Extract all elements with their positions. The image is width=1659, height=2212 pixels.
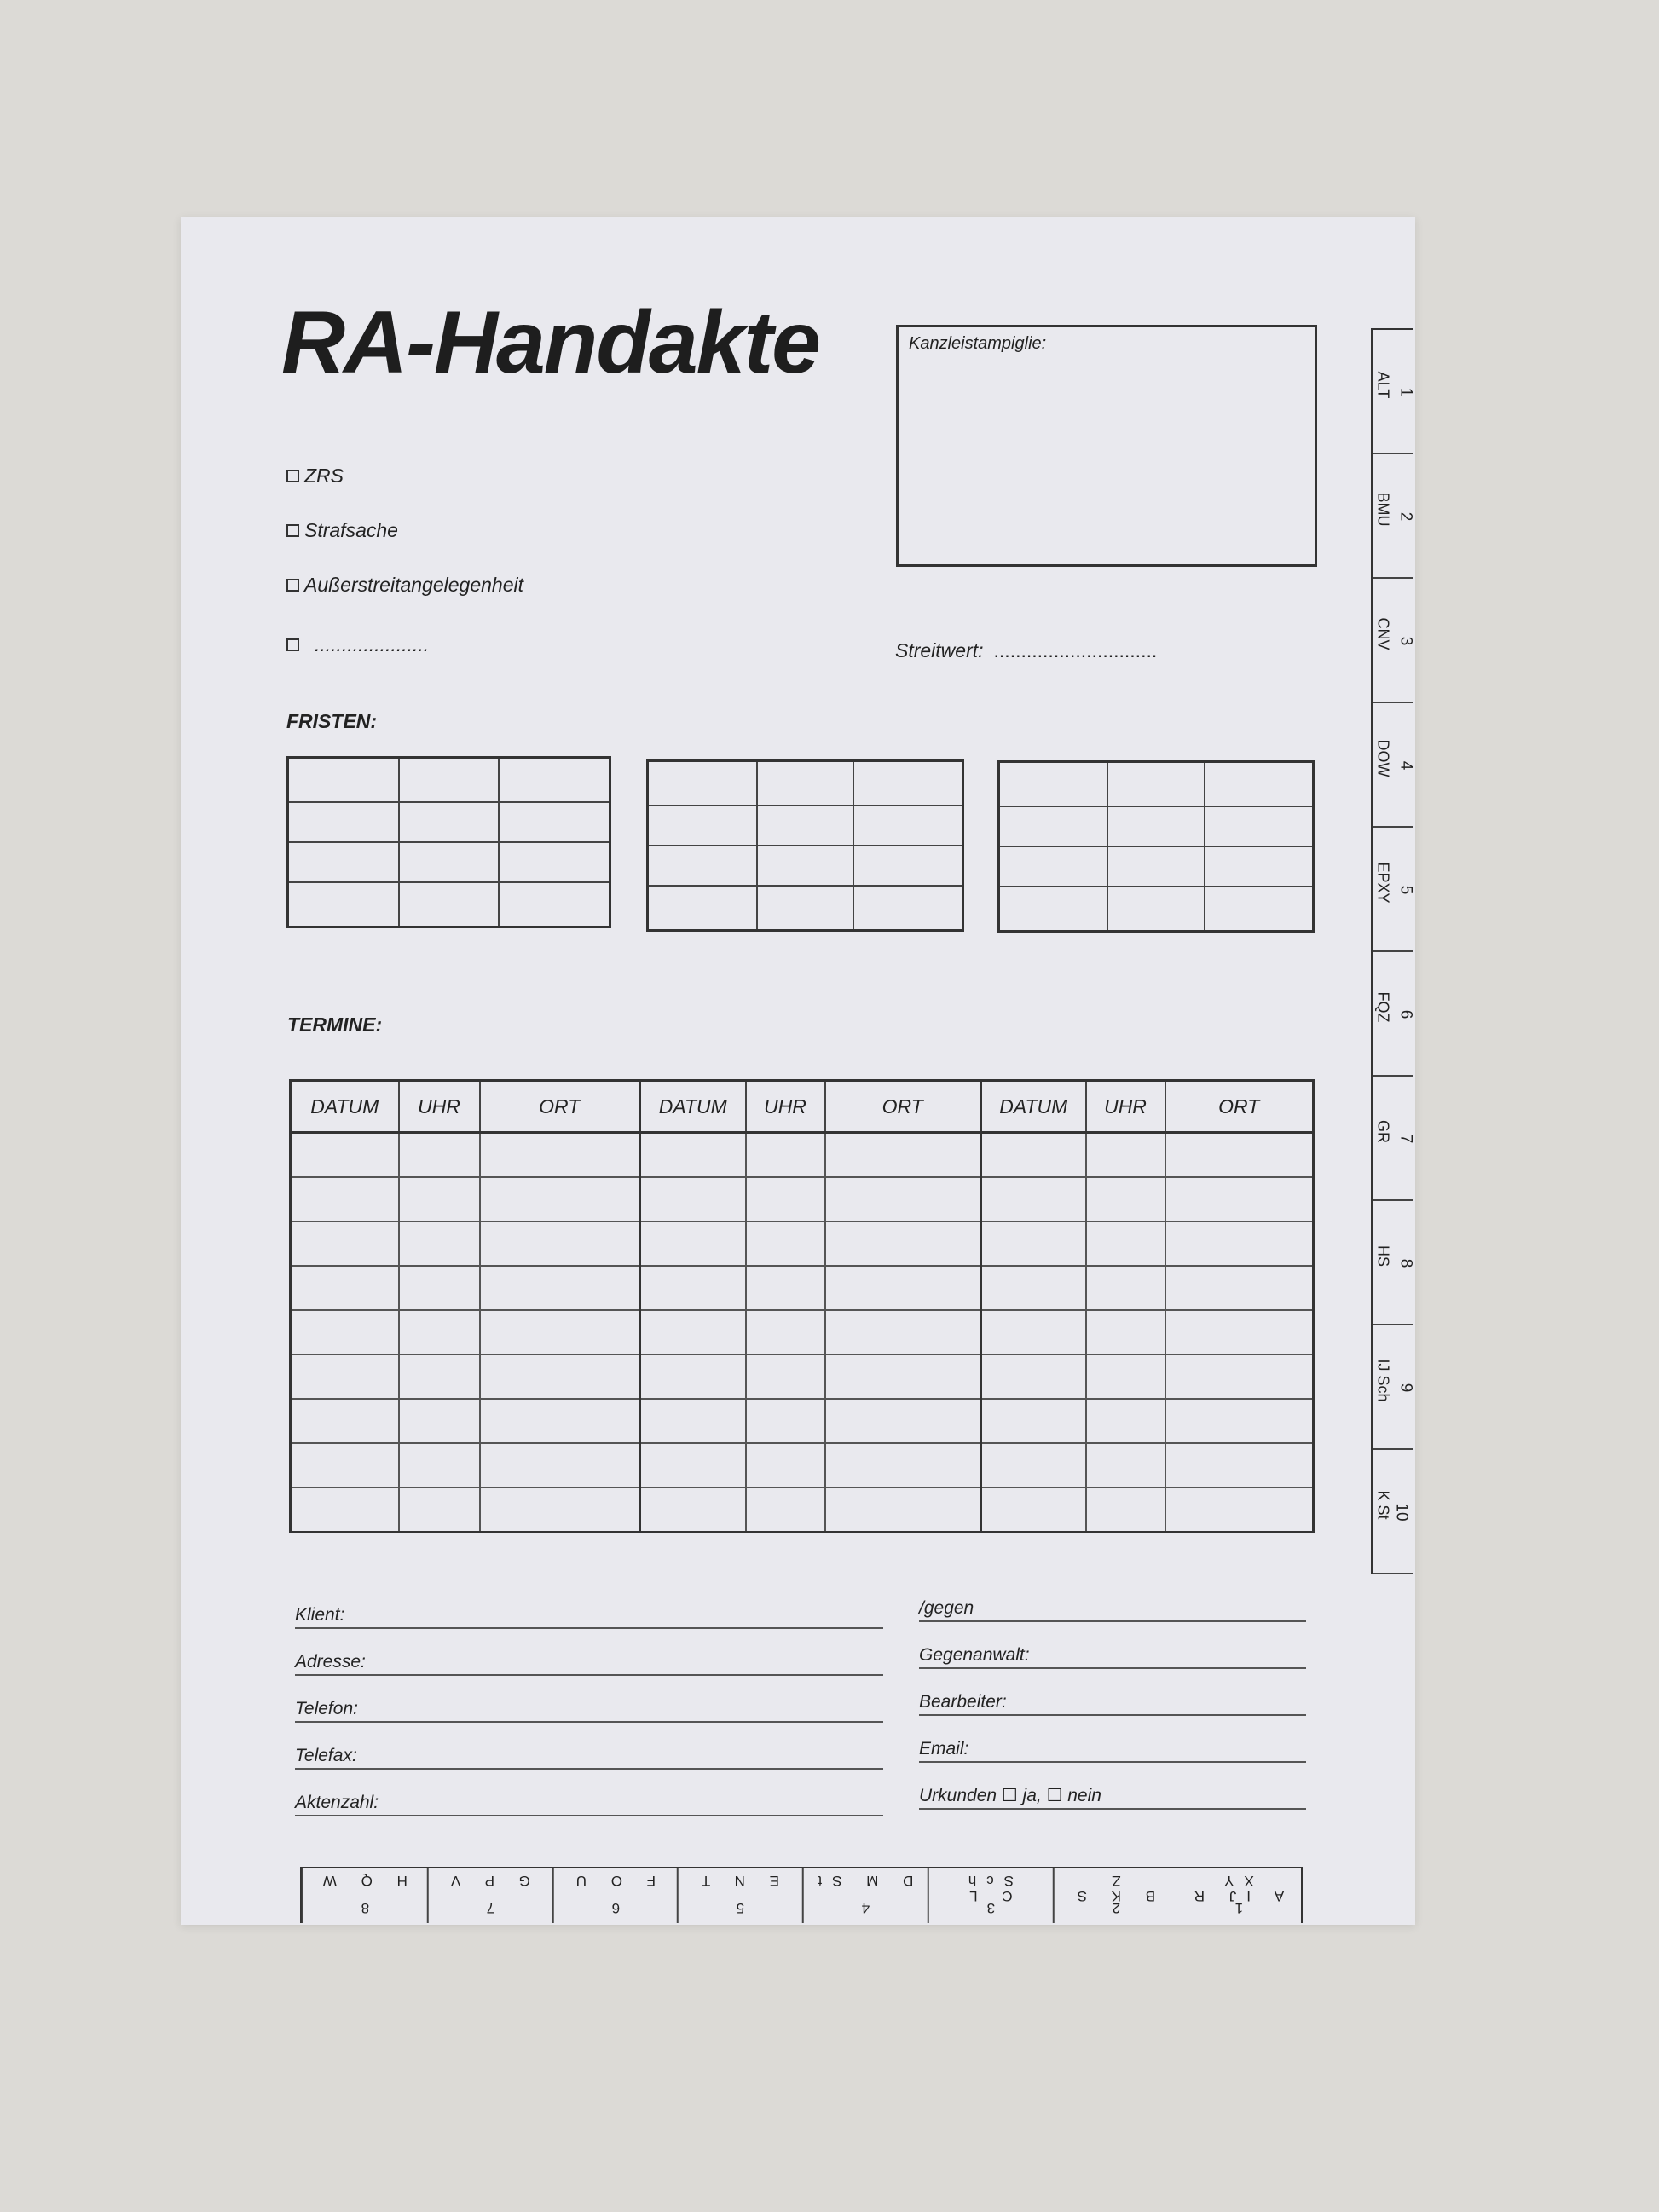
termine-cell[interactable] <box>825 1443 981 1487</box>
option-strafsache[interactable] <box>286 519 398 542</box>
side-register-tabs <box>1371 328 1413 1574</box>
side-tab[interactable] <box>1373 952 1413 1077</box>
termine-cell[interactable] <box>825 1266 981 1310</box>
col-ort: ORT <box>1165 1081 1314 1133</box>
side-tab-label: FQZ <box>1374 991 1392 1023</box>
termine-cell[interactable] <box>1165 1354 1314 1399</box>
bottom-tab[interactable] <box>802 1868 928 1923</box>
termine-cell[interactable] <box>399 1133 480 1178</box>
side-tab[interactable] <box>1373 1077 1413 1201</box>
termine-cell[interactable] <box>1165 1177 1314 1222</box>
checkbox-icon[interactable] <box>286 579 299 592</box>
termine-cell[interactable] <box>1165 1399 1314 1443</box>
side-tab-label: CNV <box>1374 617 1392 650</box>
termine-cell[interactable] <box>1086 1310 1165 1354</box>
termine-cell[interactable] <box>746 1354 825 1399</box>
termine-cell[interactable] <box>1086 1222 1165 1266</box>
termine-cell[interactable] <box>291 1266 399 1310</box>
side-tab-label: EPXY <box>1374 862 1392 904</box>
termine-cell[interactable] <box>291 1354 399 1399</box>
termine-cell[interactable] <box>981 1310 1086 1354</box>
fristen-grid-2[interactable] <box>646 759 964 932</box>
termine-cell[interactable] <box>640 1443 746 1487</box>
termine-cell[interactable] <box>291 1177 399 1222</box>
termine-cell[interactable] <box>480 1310 640 1354</box>
bearbeiter-field[interactable]: Bearbeiter: <box>919 1685 1306 1716</box>
termine-cell[interactable] <box>399 1354 480 1399</box>
termine-cell[interactable] <box>981 1133 1086 1178</box>
stamp-label: Kanzleistampiglie: <box>909 334 1047 353</box>
termine-cell[interactable] <box>640 1399 746 1443</box>
option-other[interactable] <box>286 633 429 656</box>
bottom-tab-label: E N T <box>691 1872 780 1889</box>
termine-row[interactable] <box>291 1177 1314 1222</box>
termine-cell[interactable] <box>399 1222 480 1266</box>
termine-cell[interactable] <box>480 1487 640 1533</box>
termine-cell[interactable] <box>1165 1222 1314 1266</box>
form-title: RA-Handakte <box>281 293 819 392</box>
termine-cell[interactable] <box>825 1310 981 1354</box>
termine-cell[interactable] <box>480 1399 640 1443</box>
gegen-field[interactable]: /gegen <box>919 1591 1306 1622</box>
side-tab-label: BMU <box>1374 492 1392 527</box>
termine-row[interactable] <box>291 1487 1314 1533</box>
option-label: ZRS <box>304 465 344 487</box>
termine-cell[interactable] <box>640 1487 746 1533</box>
checkbox-icon[interactable] <box>286 524 299 537</box>
side-tab-number: 5 <box>1396 885 1415 895</box>
termine-cell[interactable] <box>1086 1266 1165 1310</box>
col-datum: DATUM <box>640 1081 746 1133</box>
bottom-tab[interactable] <box>302 1868 427 1923</box>
streitwert-field[interactable] <box>895 639 1157 662</box>
side-tab-number: 9 <box>1396 1383 1415 1393</box>
termine-cell[interactable] <box>981 1266 1086 1310</box>
termine-cell[interactable] <box>1086 1487 1165 1533</box>
termine-cell[interactable] <box>1165 1266 1314 1310</box>
termine-cell[interactable] <box>480 1354 640 1399</box>
bottom-tab[interactable] <box>427 1868 552 1923</box>
termine-heading: TERMINE: <box>287 1014 383 1036</box>
side-tab[interactable] <box>1373 330 1413 454</box>
termine-cell[interactable] <box>640 1133 746 1178</box>
side-tab[interactable] <box>1373 1201 1413 1325</box>
termine-cell[interactable] <box>480 1177 640 1222</box>
termine-cell[interactable] <box>1086 1399 1165 1443</box>
termine-cell[interactable] <box>746 1487 825 1533</box>
fristen-grid-3[interactable] <box>997 760 1315 933</box>
bottom-tab-number: 3 <box>986 1899 995 1916</box>
termine-cell[interactable] <box>640 1354 746 1399</box>
termine-cell[interactable] <box>640 1177 746 1222</box>
termine-cell[interactable] <box>1165 1310 1314 1354</box>
option-label: ..................... <box>315 633 430 656</box>
form-sheet <box>181 217 1415 1925</box>
termine-cell[interactable] <box>291 1487 399 1533</box>
termine-cell[interactable] <box>399 1399 480 1443</box>
bottom-tab-number: 2 <box>1112 1899 1120 1916</box>
urkunden-field[interactable]: Urkunden ☐ ja, ☐ nein <box>919 1779 1306 1810</box>
termine-cell[interactable] <box>981 1222 1086 1266</box>
col-uhr: UHR <box>1086 1081 1165 1133</box>
termine-cell[interactable] <box>746 1266 825 1310</box>
side-tab-number: 8 <box>1396 1258 1415 1268</box>
termine-cell[interactable] <box>480 1222 640 1266</box>
side-tab-number: 10 <box>1392 1503 1411 1522</box>
bottom-tab-number: 5 <box>736 1899 745 1916</box>
col-datum: DATUM <box>291 1081 399 1133</box>
termine-cell[interactable] <box>746 1177 825 1222</box>
termine-row[interactable] <box>291 1266 1314 1310</box>
bottom-register-tabs <box>300 1867 1303 1923</box>
aktenzahl-field[interactable]: Aktenzahl: <box>295 1786 883 1816</box>
bottom-tab-number: 7 <box>486 1899 494 1916</box>
termine-cell[interactable] <box>981 1443 1086 1487</box>
termine-cell[interactable] <box>480 1266 640 1310</box>
col-datum: DATUM <box>981 1081 1086 1133</box>
side-tab-label: DOW <box>1374 739 1392 777</box>
checkbox-icon[interactable] <box>286 638 299 651</box>
bottom-tab-label: C L Sch <box>957 1872 1014 1905</box>
option-label: Außerstreitangelegenheit <box>304 574 523 596</box>
termine-cell[interactable] <box>1165 1443 1314 1487</box>
telefon-field[interactable]: Telefon: <box>295 1692 883 1723</box>
side-tab[interactable] <box>1373 1325 1413 1450</box>
termine-row[interactable] <box>291 1222 1314 1266</box>
termine-cell[interactable] <box>981 1487 1086 1533</box>
side-tab-label: K St <box>1374 1490 1392 1520</box>
side-tab-number: 3 <box>1396 636 1415 646</box>
side-tab-label: ALT <box>1374 371 1392 399</box>
email-field[interactable]: Email: <box>919 1732 1306 1763</box>
termine-cell[interactable] <box>399 1310 480 1354</box>
termine-cell[interactable] <box>746 1310 825 1354</box>
side-tab-number: 1 <box>1396 387 1415 397</box>
termine-cell[interactable] <box>746 1443 825 1487</box>
side-tab[interactable] <box>1373 579 1413 703</box>
termine-cell[interactable] <box>981 1354 1086 1399</box>
termine-cell[interactable] <box>1086 1133 1165 1178</box>
side-tab-label: HS <box>1374 1245 1392 1267</box>
termine-cell[interactable] <box>825 1133 981 1178</box>
col-uhr: UHR <box>399 1081 480 1133</box>
adresse-field[interactable]: Adresse: <box>295 1645 883 1676</box>
termine-cell[interactable] <box>825 1222 981 1266</box>
col-ort: ORT <box>825 1081 981 1133</box>
termine-cell[interactable] <box>825 1177 981 1222</box>
termine-cell[interactable] <box>1165 1133 1314 1178</box>
bottom-tab-number: 4 <box>861 1899 870 1916</box>
side-tab[interactable] <box>1373 703 1413 828</box>
termine-cell[interactable] <box>746 1133 825 1178</box>
streitwert-label: Streitwert: <box>895 639 984 661</box>
side-tab[interactable] <box>1373 828 1413 952</box>
gegenanwalt-field[interactable]: Gegenanwalt: <box>919 1638 1306 1669</box>
termine-cell[interactable] <box>399 1266 480 1310</box>
termine-cell[interactable] <box>291 1133 399 1178</box>
option-ausserstreit[interactable] <box>286 574 523 597</box>
termine-cell[interactable] <box>981 1177 1086 1222</box>
termine-cell[interactable] <box>291 1399 399 1443</box>
bottom-tab[interactable] <box>552 1868 678 1923</box>
side-tab-number: 4 <box>1396 760 1415 771</box>
option-label: Strafsache <box>304 519 398 541</box>
termine-header-row <box>291 1081 1314 1133</box>
termine-cell[interactable] <box>399 1487 480 1533</box>
streitwert-dots: .............................. <box>993 639 1158 661</box>
bottom-tab-label: A IJ R XY <box>1183 1872 1285 1905</box>
bottom-tab-number: 1 <box>1234 1899 1244 1916</box>
side-tab-number: 2 <box>1396 511 1415 522</box>
side-tab-number: 7 <box>1396 1134 1415 1144</box>
stamp-box <box>896 325 1317 567</box>
termine-cell[interactable] <box>746 1222 825 1266</box>
side-tab-label: IJ Sch <box>1374 1359 1392 1402</box>
termine-cell[interactable] <box>825 1354 981 1399</box>
bottom-tab[interactable] <box>928 1868 1053 1923</box>
termine-cell[interactable] <box>640 1222 746 1266</box>
termine-cell[interactable] <box>1086 1354 1165 1399</box>
bottom-tab-number: 6 <box>611 1899 620 1916</box>
bottom-tab-number: 8 <box>361 1899 370 1916</box>
bottom-tab-label: D M St <box>807 1872 914 1889</box>
bottom-tab-label: H Q W <box>312 1872 408 1889</box>
bottom-tab[interactable] <box>1053 1868 1178 1923</box>
termine-cell[interactable] <box>825 1399 981 1443</box>
termine-cell[interactable] <box>640 1266 746 1310</box>
termine-cell[interactable] <box>1165 1487 1314 1533</box>
termine-row[interactable] <box>291 1399 1314 1443</box>
telefax-field[interactable]: Telefax: <box>295 1739 883 1770</box>
termine-cell[interactable] <box>291 1310 399 1354</box>
termine-cell[interactable] <box>399 1443 480 1487</box>
bottom-tab-label: G P V <box>440 1872 530 1889</box>
col-ort: ORT <box>480 1081 640 1133</box>
termine-cell[interactable] <box>399 1177 480 1222</box>
checkbox-icon[interactable] <box>286 470 299 482</box>
klient-field[interactable]: Klient: <box>295 1598 883 1629</box>
termine-cell[interactable] <box>480 1133 640 1178</box>
bottom-tab-label: F O U <box>565 1872 656 1889</box>
termine-cell[interactable] <box>291 1222 399 1266</box>
fristen-heading: FRISTEN: <box>286 710 378 732</box>
option-zrs[interactable] <box>286 465 344 488</box>
termine-table[interactable] <box>289 1079 1315 1533</box>
bottom-tab[interactable] <box>677 1868 802 1923</box>
termine-cell[interactable] <box>480 1443 640 1487</box>
termine-row[interactable] <box>291 1443 1314 1487</box>
termine-row[interactable] <box>291 1354 1314 1399</box>
side-tab-label: GR <box>1374 1120 1392 1143</box>
termine-cell[interactable] <box>1086 1443 1165 1487</box>
termine-cell[interactable] <box>825 1487 981 1533</box>
bottom-tab-label: B K S Z <box>1066 1872 1155 1905</box>
termine-cell[interactable] <box>640 1310 746 1354</box>
side-tab-number: 6 <box>1396 1009 1415 1019</box>
termine-cell[interactable] <box>1086 1177 1165 1222</box>
fristen-grid-1[interactable] <box>286 756 611 928</box>
side-tab[interactable] <box>1373 1450 1413 1574</box>
termine-row[interactable] <box>291 1133 1314 1178</box>
termine-cell[interactable] <box>981 1399 1086 1443</box>
termine-cell[interactable] <box>291 1443 399 1487</box>
termine-row[interactable] <box>291 1310 1314 1354</box>
termine-cell[interactable] <box>746 1399 825 1443</box>
bottom-tab[interactable] <box>1177 1868 1301 1923</box>
side-tab[interactable] <box>1373 454 1413 579</box>
col-uhr: UHR <box>746 1081 825 1133</box>
